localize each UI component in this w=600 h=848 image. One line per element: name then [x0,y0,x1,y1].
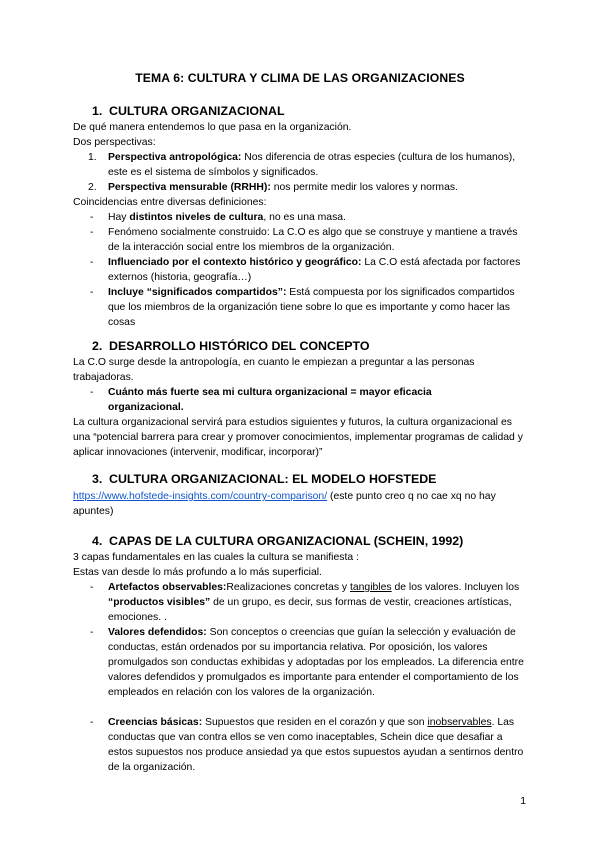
dash-bullet: - [90,582,94,593]
list-number: 2. [88,182,97,193]
dash-bullet: - [90,227,94,238]
section-2-heading [92,339,369,353]
layer-1-text-2: de los valores. Incluyen los [391,582,520,593]
coincidence-item-1 [90,210,526,225]
coincidence-3-text: La C.O está afectada por factores externos (historia, geografía…) [108,257,521,283]
coincidence-1-bold: distintos niveles de cultura [129,212,264,223]
section-2-bullet [90,385,508,415]
section-1-intro-2: Dos perspectivas: [73,137,156,148]
section-4-intro-1: 3 capas fundamentales en las cuales la cultura se manifiesta : [73,552,359,563]
section-4-title: CAPAS DE LA CULTURA ORGANIZACIONAL (SCHEIN, 1992) [109,534,464,548]
section-4-heading [92,534,463,548]
coincidence-item-2 [90,225,526,255]
coincidences-intro: Coincidencias entre diversas definiciones: [73,197,267,208]
layer-3-underline: inobservables [427,717,492,728]
layer-1-bold-2: “productos visibles” [108,597,211,608]
dash-bullet: - [90,387,94,398]
coincidence-2-text: Fenómeno socialmente construido: La C.O es algo que se construye y mantiene a través de la interacción social entre los miembros de la organización. [108,227,518,253]
layer-3-text-1: Supuestos que residen en el corazón y que son [202,717,428,728]
perspective-1-text: Nos diferencia de otras especies (cultura de los humanos), este es el sistema de símbolos y significados. [108,152,516,178]
section-2-title: DESARROLLO HISTÓRICO DEL CONCEPTO [109,339,370,353]
section-2-bullet-text: Cuánto más fuerte sea mi cultura organizacional = mayor eficacia organizacional. [108,387,432,413]
hofstede-link[interactable]: https://www.hofstede-insights.com/country-comparison/ [73,491,328,502]
list-number: 1. [88,152,97,163]
dash-bullet: - [90,212,94,223]
section-3-paragraph [73,489,521,519]
section-4-intro-2: Estas van desde lo más profundo a lo más superficial. [73,567,322,578]
perspective-1-label: Perspectiva antropológica: [108,152,242,163]
perspective-2-item [88,180,526,195]
document-title: TEMA 6: CULTURA Y CLIMA DE LAS ORGANIZACIONES [135,71,465,85]
section-3-title: CULTURA ORGANIZACIONAL: EL MODELO HOFSTEDE [109,472,437,486]
layer-1-bold: Artefactos observables: [108,582,227,593]
coincidence-1-pre: Hay [108,212,130,223]
section-2-number: 2. [92,339,103,353]
coincidence-3-bold: Influenciado por el contexto histórico y geográfico: [108,257,362,268]
section-1-intro-1: De qué manera entendemos lo que pasa en la organización. [73,122,352,133]
layer-item-1 [90,580,526,625]
layer-1-text-3: de un grupo, es decir, sus formas de vestir, creaciones artísticas, emociones. . [108,597,512,623]
dash-bullet: - [90,287,94,298]
layer-1-underline: tangibles [349,582,392,593]
coincidence-4-bold: Incluye “significados compartidos”: [108,287,287,298]
perspective-2-label: Perspectiva mensurable (RRHH): [108,182,271,193]
page-number: 1 [520,796,526,807]
perspective-2-text: nos permite medir los valores y normas. [270,182,458,193]
dash-bullet: - [90,627,94,638]
layer-2-text: Son conceptos o creencias que guían la selección y evaluación de conductas, están ordenados por su importancia relativa. Por oposición, los valores promulgados son conductas exhibidas y adoptadas por los empleados. La diferencia entre valores defendidos y promulgados es importante para entender el comportamiento de los empleados en relación con los valores de la organización. [108,627,524,698]
layer-1-text-1: Realizaciones concretas y [226,582,350,593]
section-3-note: (este punto creo q no cae xq no hay apuntes) [73,491,496,517]
section-1-heading [92,104,285,118]
dash-bullet: - [90,257,94,268]
section-3-heading [92,472,436,486]
section-1-number: 1. [92,104,103,118]
layer-item-2 [90,625,526,700]
dash-bullet: - [90,717,94,728]
section-1-title: CULTURA ORGANIZACIONAL [109,104,285,118]
perspective-1-item [88,150,526,180]
layer-item-3 [90,715,526,775]
section-2-paragraph-2: La cultura organizacional servirá para estudios siguientes y futuros, la cultura organizacional es una “potencial barrera para crear y promover conocimientos, implementar programas de calidad y aplicar innovaciones (intervenir, modificar, incorporar)” [73,417,523,458]
section-4-number: 4. [92,534,103,548]
section-2-paragraph-1: La C.O surge desde la antropología, en cuanto le empiezan a preguntar a las personas trabajadoras. [73,357,475,383]
layer-3-bold: Creencias básicas: [108,717,203,728]
layer-2-bold: Valores defendidos: [108,627,207,638]
coincidence-item-4 [90,285,526,330]
coincidence-4-text: Está compuesta por los significados compartidos que los miembros de la organización tiene sobre lo que es importante y como hacer las cosas [108,287,515,328]
coincidence-item-3 [90,255,526,285]
layer-3-text-2: . Las conductas que van contra ellos se ven como inaceptables, Schein dice que desafiar a estos supuestos nos produce ansiedad ya que estos supuestos ayudan a sentirnos dentro de la organización. [108,717,524,773]
section-3-number: 3. [92,472,103,486]
coincidence-1-post: , no es una masa. [263,212,346,223]
